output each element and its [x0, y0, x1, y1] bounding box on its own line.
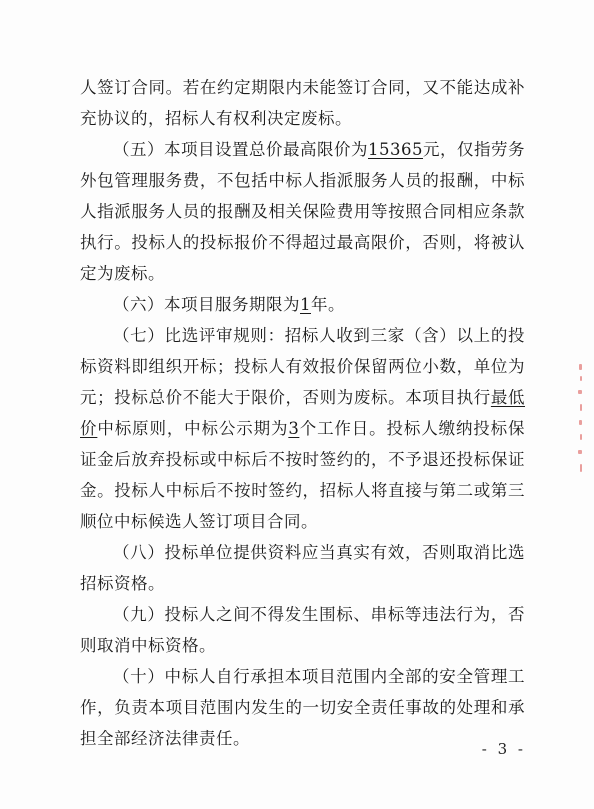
text-segment: （五）本项目设置总价最高限价为: [113, 140, 368, 159]
text-segment: （六）本项目服务期限为: [113, 295, 300, 314]
paragraph-item-7: [80, 320, 525, 537]
price-limit-value: 15365: [368, 140, 423, 159]
paragraph-item-5: [80, 134, 525, 289]
paragraph-continuation: [80, 72, 525, 134]
text-segment: 人签订合同。若在约定期限内未能签订合同，又不能达成补充协议的，招标人有权利决定废标。: [80, 78, 525, 128]
text-segment: 年。: [311, 295, 345, 314]
seal-edge-mark: [574, 360, 588, 480]
text-segment: （十）中标人自行承担本项目范围内全部的安全管理工作，负责本项目范围内发生的一切安全责任事故的处理和承担全部经济法律责任。: [80, 667, 525, 748]
paragraph-item-10: [80, 661, 525, 754]
text-segment: 中标原则，中标公示期为: [97, 419, 289, 438]
publicity-days-value: 3: [288, 419, 300, 438]
award-principle-value: 最低价: [80, 388, 526, 438]
page-number: - 3 -: [481, 740, 526, 758]
document-body: [80, 72, 525, 754]
paragraph-item-9: [80, 599, 525, 661]
text-segment: 个工作日。投标人缴纳投标保证金后放弃投标或中标后不按时签约的，不予退还投标保证金。投标人中标后不按时签约，招标人将直接与第二或第三顺位中标候选人签订项目合同。: [80, 419, 526, 531]
paragraph-item-8: [80, 537, 525, 599]
text-segment: 元，仅指劳务外包管理服务费，不包括中标人指派服务人员的报酬，中标人指派服务人员的报酬及相关保险费用等按照合同相应条款执行。投标人的投标报价不得超过最高限价，否则，将被认定为废标。: [80, 140, 525, 283]
text-segment: （七）比选评审规则：招标人收到三家（含）以上的投标资料即组织开标；投标人有效报价保留两位小数，单位为元；投标总价不能大于限价，否则为废标。本项目执行: [80, 326, 525, 407]
service-period-value: 1: [300, 295, 311, 314]
text-segment: （九）投标人之间不得发生围标、串标等违法行为，否则取消中标资格。: [80, 605, 525, 655]
text-segment: （八）投标单位提供资料应当真实有效，否则取消比选招标资格。: [80, 543, 525, 593]
paragraph-item-6: [80, 289, 525, 320]
